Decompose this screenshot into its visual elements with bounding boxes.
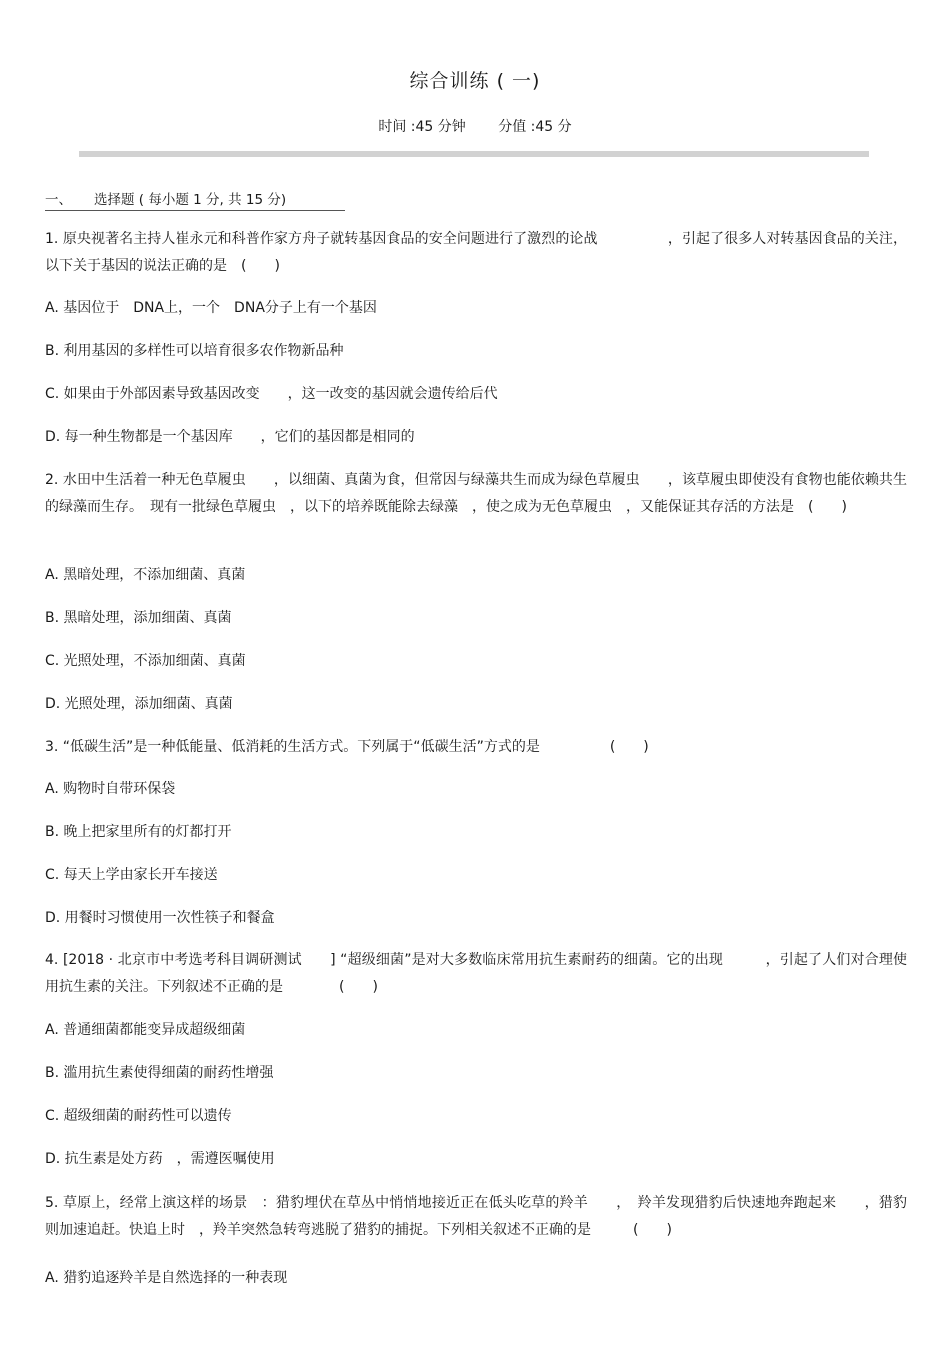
question-1-option-a: A. 基因位于 DNA上，一个 DNA分子上有一个基因 <box>45 300 377 316</box>
section-heading <box>45 188 345 211</box>
question-4-option-a: A. 普通细菌都能变异成超级细菌 <box>45 1022 246 1038</box>
question-3-option-c: C. 每天上学由家长开车接送 <box>45 867 218 883</box>
question-4-option-c: C. 超级细菌的耐药性可以遗传 <box>45 1108 232 1124</box>
question-2-option-d: D. 光照处理，添加细菌、真菌 <box>45 696 233 712</box>
page-title: 综合训练 ( 一) <box>409 70 541 92</box>
question-3-option-a: A. 购物时自带环保袋 <box>45 781 176 797</box>
question-3-option-d: D. 用餐时习惯使用一次性筷子和餐盒 <box>45 910 275 926</box>
question-1-option-c: C. 如果由于外部因素导致基因改变 ，这一改变的基因就会遗传给后代 <box>45 386 498 402</box>
time-limit: 时间 :45 分钟 <box>378 119 466 135</box>
question-4-option-d: D. 抗生素是处方药 ，需遵医嘱使用 <box>45 1151 275 1167</box>
header-divider <box>79 151 869 157</box>
question-4-stem: 4. [2018 · 北京市中考选考科目调研测试 ] “超级细菌”是对大多数临床常用抗生素耐药的细菌。它的出现 ，引起了人们对合理使用抗生素的关注。下列叙述不正确的是 ( ) <box>45 952 907 995</box>
exam-meta <box>0 116 950 136</box>
question-4-option-b: B. 滥用抗生素使得细菌的耐药性增强 <box>45 1065 274 1081</box>
section-number: 一、 <box>45 192 72 208</box>
question-1-option-d: D. 每一种生物都是一个基因库 ，它们的基因都是相同的 <box>45 429 415 445</box>
question-5-option-a: A. 猎豹追逐羚羊是自然选择的一种表现 <box>45 1270 288 1286</box>
question-1-option-b: B. 利用基因的多样性可以培育很多农作物新品种 <box>45 343 344 359</box>
question-2-option-b: B. 黑暗处理，添加细菌、真菌 <box>45 610 232 626</box>
question-5-stem: 5. 草原上，经常上演这样的场景 ：猎豹埋伏在草丛中悄悄地接近正在低头吃草的羚羊 ， 羚羊发现猎豹后快速地奔跑起来 ，猎豹则加速追赶。快追上时 ，羚羊突然急转弯逃脱了猎豹的捕捉。下列相关叙述不正确的是 ( ) <box>45 1195 907 1238</box>
question-2-option-a: A. 黑暗处理，不添加细菌、真菌 <box>45 567 246 583</box>
total-score: 分值 :45 分 <box>498 119 572 135</box>
section-label: 选择题 ( 每小题 1 分, 共 15 分) <box>94 192 287 208</box>
question-3-stem: 3. “低碳生活”是一种低能量、低消耗的生活方式。下列属于“低碳生活”方式的是 ( ) <box>45 739 649 755</box>
question-2-stem: 2. 水田中生活着一种无色草履虫 ，以细菌、真菌为食，但常因与绿藻共生而成为绿色草履虫 ，该草履虫即使没有食物也能依赖共生的绿藻而生存。 现有一批绿色草履虫 ，以下的培养既能除去绿藻 ，使之成为无色草履虫 ，又能保证其存活的方法是 ( ) <box>45 472 907 515</box>
question-1-stem: 1. 原央视著名主持人崔永元和科普作家方舟子就转基因食品的安全问题进行了激烈的论战 ，引起了很多人对转基因食品的关注，以下关于基因的说法正确的是 ( ) <box>45 231 907 274</box>
question-2-option-c: C. 光照处理，不添加细菌、真菌 <box>45 653 246 669</box>
question-3-option-b: B. 晚上把家里所有的灯都打开 <box>45 824 232 840</box>
